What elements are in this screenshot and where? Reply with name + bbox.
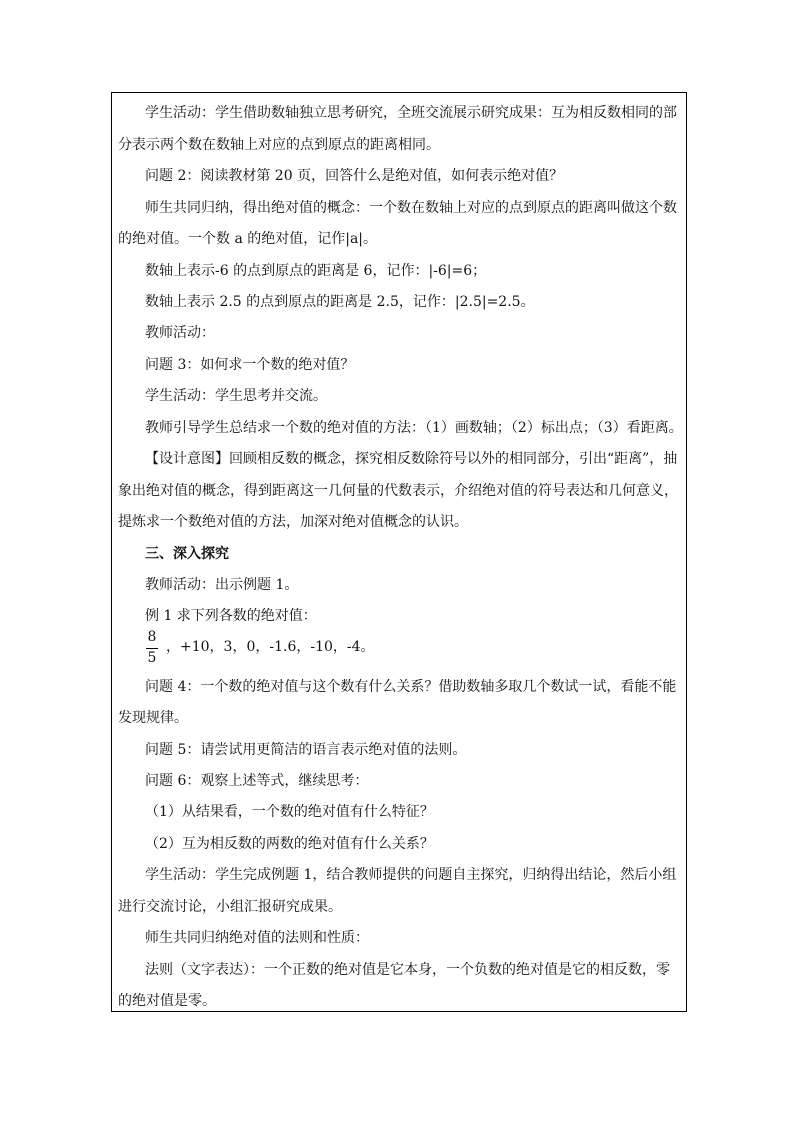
- question-6: 问题 6：观察上述等式，继续思考：: [145, 773, 369, 789]
- paragraph-line: 象出绝对值的概念，得到距离这一几何量的代数表示，介绍绝对值的符号表达和几何意义，: [118, 483, 678, 499]
- sub-question-2: （2）互为相反数的两数的绝对值有什么关系？: [145, 836, 434, 852]
- fraction-denominator: 5: [147, 650, 157, 666]
- question-4: 问题 4：一个数的绝对值与这个数有什么关系？借助数轴多取几个数试一试，看能不能: [145, 679, 677, 695]
- paragraph-line: 学生活动：学生完成例题 1，结合教师提供的问题自主探究，归纳得出结论，然后小组: [145, 867, 677, 883]
- question-2: 问题 2：阅读教材第 20 页，回答什么是绝对值，如何表示绝对值？: [145, 168, 564, 184]
- sub-question-1: （1）从结果看，一个数的绝对值有什么特征？: [145, 804, 434, 820]
- paragraph-line: 教师活动：出示例题 1。: [145, 577, 299, 593]
- paragraph-line: 师生共同归纳，得出绝对值的概念：一个数在数轴上对应的点到原点的距离叫做这个数: [145, 200, 677, 216]
- paragraph-line: 学生活动：学生借助数轴独立思考研究，全班交流展示研究成果：互为相反数相同的部: [145, 105, 677, 121]
- paragraph-line: 发现规律。: [118, 710, 188, 726]
- fraction-numerator: 8: [147, 629, 157, 645]
- paragraph-line: 的绝对值是零。: [118, 993, 216, 1009]
- fraction-8-5: [146, 628, 158, 668]
- example-1-title: 例 1 求下列各数的绝对值：: [145, 608, 317, 624]
- paragraph-line: 教师引导学生总结求一个数的绝对值的方法：（1）画数轴；（2）标出点；（3）看距离。: [145, 420, 683, 436]
- paragraph-line: 进行交流讨论，小组汇报研究成果。: [118, 899, 342, 915]
- paragraph-line: 学生活动：学生思考并交流。: [145, 388, 327, 404]
- paragraph-line: 的绝对值。一个数 a 的绝对值，记作|a|。: [118, 231, 378, 247]
- paragraph-line: 教师活动：: [145, 325, 215, 341]
- design-intent-line: 【设计意图】回顾相反数的概念，探究相反数除符号以外的相同部分，引出“距离”，抽: [145, 451, 678, 467]
- question-5: 问题 5：请尝试用更简洁的语言表示绝对值的法则。: [145, 742, 467, 758]
- paragraph-line: 师生共同归纳绝对值的法则和性质：: [145, 930, 369, 946]
- question-3: 问题 3：如何求一个数的绝对值？: [145, 357, 355, 373]
- paragraph-line: 提炼求一个数绝对值的方法，加深对绝对值概念的认识。: [118, 514, 468, 530]
- paragraph-line: 分表示两个数在数轴上对应的点到原点的距离相同。: [118, 137, 440, 153]
- rule-line: 法则（文字表达）：一个正数的绝对值是它本身，一个负数的绝对值是它的相反数，零: [145, 962, 670, 978]
- paragraph-line: 数轴上表示 2.5 的点到原点的距离是 2.5，记作：|2.5|=2.5。: [145, 294, 535, 310]
- paragraph-line: 数轴上表示-6 的点到原点的距离是 6，记作：|-6|=6；: [145, 263, 487, 279]
- section-heading: 三、深入探究: [145, 546, 229, 562]
- example-numbers: ，+10，3，0，-1.6，-10，-4。: [166, 639, 375, 655]
